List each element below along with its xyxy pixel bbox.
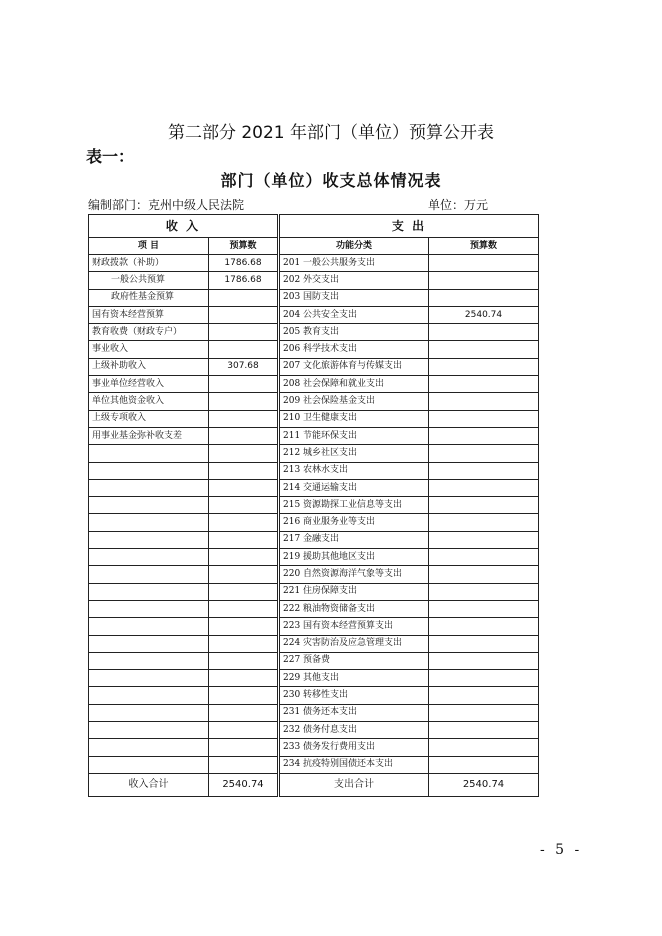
income-item — [89, 479, 209, 496]
income-item — [89, 497, 209, 514]
income-item — [89, 635, 209, 652]
table-row — [89, 341, 539, 358]
category-header: 功能分类 — [279, 238, 429, 255]
income-budget-value — [209, 289, 279, 306]
section-header-row — [89, 215, 539, 238]
expense-budget-value — [429, 722, 539, 739]
expense-category: 206 科学技术支出 — [279, 341, 429, 358]
item-header: 项 目 — [89, 238, 209, 255]
expense-budget-value — [429, 376, 539, 393]
expense-budget-value — [429, 341, 539, 358]
table-row — [89, 670, 539, 687]
expense-category: 207 文化旅游体育与传媒支出 — [279, 358, 429, 375]
expense-category: 234 抗疫特别国债还本支出 — [279, 756, 429, 773]
income-budget-value — [209, 324, 279, 341]
expense-category: 219 援助其他地区支出 — [279, 549, 429, 566]
expense-category: 201 一般公共服务支出 — [279, 255, 429, 272]
income-budget-value: 1786.68 — [209, 272, 279, 289]
table-row — [89, 376, 539, 393]
expense-category: 202 外交支出 — [279, 272, 429, 289]
expense-budget-value — [429, 704, 539, 721]
expense-budget-value — [429, 324, 539, 341]
table-row — [89, 722, 539, 739]
income-budget-value — [209, 618, 279, 635]
table-row — [89, 479, 539, 496]
income-budget-value — [209, 687, 279, 704]
income-item — [89, 514, 209, 531]
income-item — [89, 618, 209, 635]
expense-budget-value — [429, 756, 539, 773]
income-item: 一般公共预算 — [89, 272, 209, 289]
income-item: 用事业基金弥补收支差 — [89, 427, 209, 444]
income-budget-value — [209, 376, 279, 393]
income-budget-value — [209, 479, 279, 496]
income-total-label: 收入合计 — [89, 773, 209, 796]
expense-category: 232 债务付息支出 — [279, 722, 429, 739]
income-item — [89, 566, 209, 583]
table-row — [89, 427, 539, 444]
income-item — [89, 756, 209, 773]
expense-category: 208 社会保障和就业支出 — [279, 376, 429, 393]
income-item — [89, 531, 209, 548]
income-budget-value: 307.68 — [209, 358, 279, 375]
expense-category: 215 资源勘探工业信息等支出 — [279, 497, 429, 514]
compiling-department: 编制部门：克州中级人民法院 — [88, 198, 245, 212]
expense-budget-value — [429, 583, 539, 600]
expense-category: 205 教育支出 — [279, 324, 429, 341]
income-budget-value — [209, 341, 279, 358]
table-row — [89, 566, 539, 583]
income-budget-value — [209, 600, 279, 617]
table-row — [89, 410, 539, 427]
expense-total-label: 支出合计 — [279, 773, 429, 796]
expense-category: 224 灾害防治及应急管理支出 — [279, 635, 429, 652]
expense-category: 213 农林水支出 — [279, 462, 429, 479]
income-budget-value — [209, 756, 279, 773]
expense-category: 214 交通运输支出 — [279, 479, 429, 496]
expense-budget-value — [429, 670, 539, 687]
expense-budget-value — [429, 687, 539, 704]
table-row — [89, 549, 539, 566]
income-budget-value — [209, 427, 279, 444]
table-row — [89, 531, 539, 548]
income-item: 上级专项收入 — [89, 410, 209, 427]
income-budget-value — [209, 566, 279, 583]
income-section-header: 收 入 — [89, 215, 279, 238]
income-item: 政府性基金预算 — [89, 289, 209, 306]
table-row — [89, 635, 539, 652]
expense-category: 223 国有资本经营预算支出 — [279, 618, 429, 635]
table-title: 部门（单位）收支总体情况表 — [220, 171, 442, 190]
table-row — [89, 462, 539, 479]
expense-budget-value — [429, 635, 539, 652]
table-row — [89, 358, 539, 375]
expense-category: 231 债务还本支出 — [279, 704, 429, 721]
expense-budget-value — [429, 255, 539, 272]
income-budget-value — [209, 497, 279, 514]
table-label: 表一： — [86, 147, 135, 166]
expense-category: 216 商业服务业等支出 — [279, 514, 429, 531]
income-item — [89, 600, 209, 617]
income-budget-value — [209, 445, 279, 462]
expense-budget-value — [429, 479, 539, 496]
expense-budget-value — [429, 618, 539, 635]
income-item: 上级补助收入 — [89, 358, 209, 375]
expense-budget-value — [429, 497, 539, 514]
table-row — [89, 514, 539, 531]
income-item — [89, 687, 209, 704]
income-item: 财政拨款（补助） — [89, 255, 209, 272]
income-item — [89, 549, 209, 566]
expense-category: 217 金融支出 — [279, 531, 429, 548]
expense-category: 227 预备费 — [279, 652, 429, 669]
table-row — [89, 497, 539, 514]
table-row — [89, 306, 539, 323]
income-budget-value — [209, 410, 279, 427]
income-budget-value — [209, 722, 279, 739]
expense-budget-value — [429, 462, 539, 479]
budget-table — [88, 214, 539, 797]
income-item — [89, 445, 209, 462]
income-budget-value — [209, 670, 279, 687]
income-budget-value — [209, 704, 279, 721]
expense-budget-header: 预算数 — [429, 238, 539, 255]
expense-budget-value — [429, 514, 539, 531]
expense-category: 204 公共安全支出 — [279, 306, 429, 323]
expense-category: 211 节能环保支出 — [279, 427, 429, 444]
income-budget-value — [209, 583, 279, 600]
income-budget-value — [209, 514, 279, 531]
income-item: 单位其他资金收入 — [89, 393, 209, 410]
table-row — [89, 289, 539, 306]
expense-category: 220 自然资源海洋气象等支出 — [279, 566, 429, 583]
expense-category: 203 国防支出 — [279, 289, 429, 306]
expense-category: 222 粮油物资储备支出 — [279, 600, 429, 617]
expense-budget-value — [429, 549, 539, 566]
expense-budget-value: 2540.74 — [429, 306, 539, 323]
table-row — [89, 652, 539, 669]
expense-budget-value — [429, 652, 539, 669]
expense-budget-value — [429, 427, 539, 444]
table-row — [89, 324, 539, 341]
table-row — [89, 687, 539, 704]
table-row — [89, 272, 539, 289]
table-row — [89, 618, 539, 635]
table-row — [89, 704, 539, 721]
income-item: 教育收费（财政专户） — [89, 324, 209, 341]
income-item: 事业收入 — [89, 341, 209, 358]
income-budget-value — [209, 531, 279, 548]
part-title: 第二部分 2021 年部门（单位）预算公开表 — [167, 123, 495, 143]
expense-category: 212 城乡社区支出 — [279, 445, 429, 462]
income-budget-header: 预算数 — [209, 238, 279, 255]
page-number: - 5 - — [540, 842, 583, 858]
income-item — [89, 722, 209, 739]
income-budget-value — [209, 739, 279, 756]
expense-category: 230 转移性支出 — [279, 687, 429, 704]
table-row — [89, 255, 539, 272]
table-row — [89, 583, 539, 600]
income-item — [89, 704, 209, 721]
expense-category: 221 住房保障支出 — [279, 583, 429, 600]
income-item — [89, 462, 209, 479]
expense-budget-value — [429, 445, 539, 462]
expense-category: 229 其他支出 — [279, 670, 429, 687]
income-budget-value — [209, 549, 279, 566]
expense-category: 233 债务发行费用支出 — [279, 739, 429, 756]
expense-budget-value — [429, 531, 539, 548]
expense-budget-value — [429, 600, 539, 617]
table-row — [89, 600, 539, 617]
expense-budget-value — [429, 393, 539, 410]
table-row — [89, 445, 539, 462]
income-budget-value — [209, 306, 279, 323]
expense-budget-value — [429, 358, 539, 375]
income-item — [89, 652, 209, 669]
income-budget-value — [209, 635, 279, 652]
table-row — [89, 756, 539, 773]
table-row — [89, 739, 539, 756]
totals-row — [89, 773, 539, 796]
income-item — [89, 583, 209, 600]
income-budget-value — [209, 393, 279, 410]
expense-category: 210 卫生健康支出 — [279, 410, 429, 427]
income-total-value: 2540.74 — [209, 773, 279, 796]
table-row — [89, 393, 539, 410]
expense-budget-value — [429, 272, 539, 289]
income-budget-value — [209, 462, 279, 479]
income-budget-value: 1786.68 — [209, 255, 279, 272]
expense-section-header: 支 出 — [279, 215, 539, 238]
expense-budget-value — [429, 289, 539, 306]
income-budget-value — [209, 652, 279, 669]
column-header-row — [89, 238, 539, 255]
expense-budget-value — [429, 739, 539, 756]
expense-budget-value — [429, 566, 539, 583]
expense-total-value: 2540.74 — [429, 773, 539, 796]
expense-budget-value — [429, 410, 539, 427]
expense-category: 209 社会保险基金支出 — [279, 393, 429, 410]
unit-label: 单位：万元 — [428, 198, 489, 212]
income-item: 事业单位经营收入 — [89, 376, 209, 393]
income-item: 国有资本经营预算 — [89, 306, 209, 323]
income-item — [89, 670, 209, 687]
income-item — [89, 739, 209, 756]
